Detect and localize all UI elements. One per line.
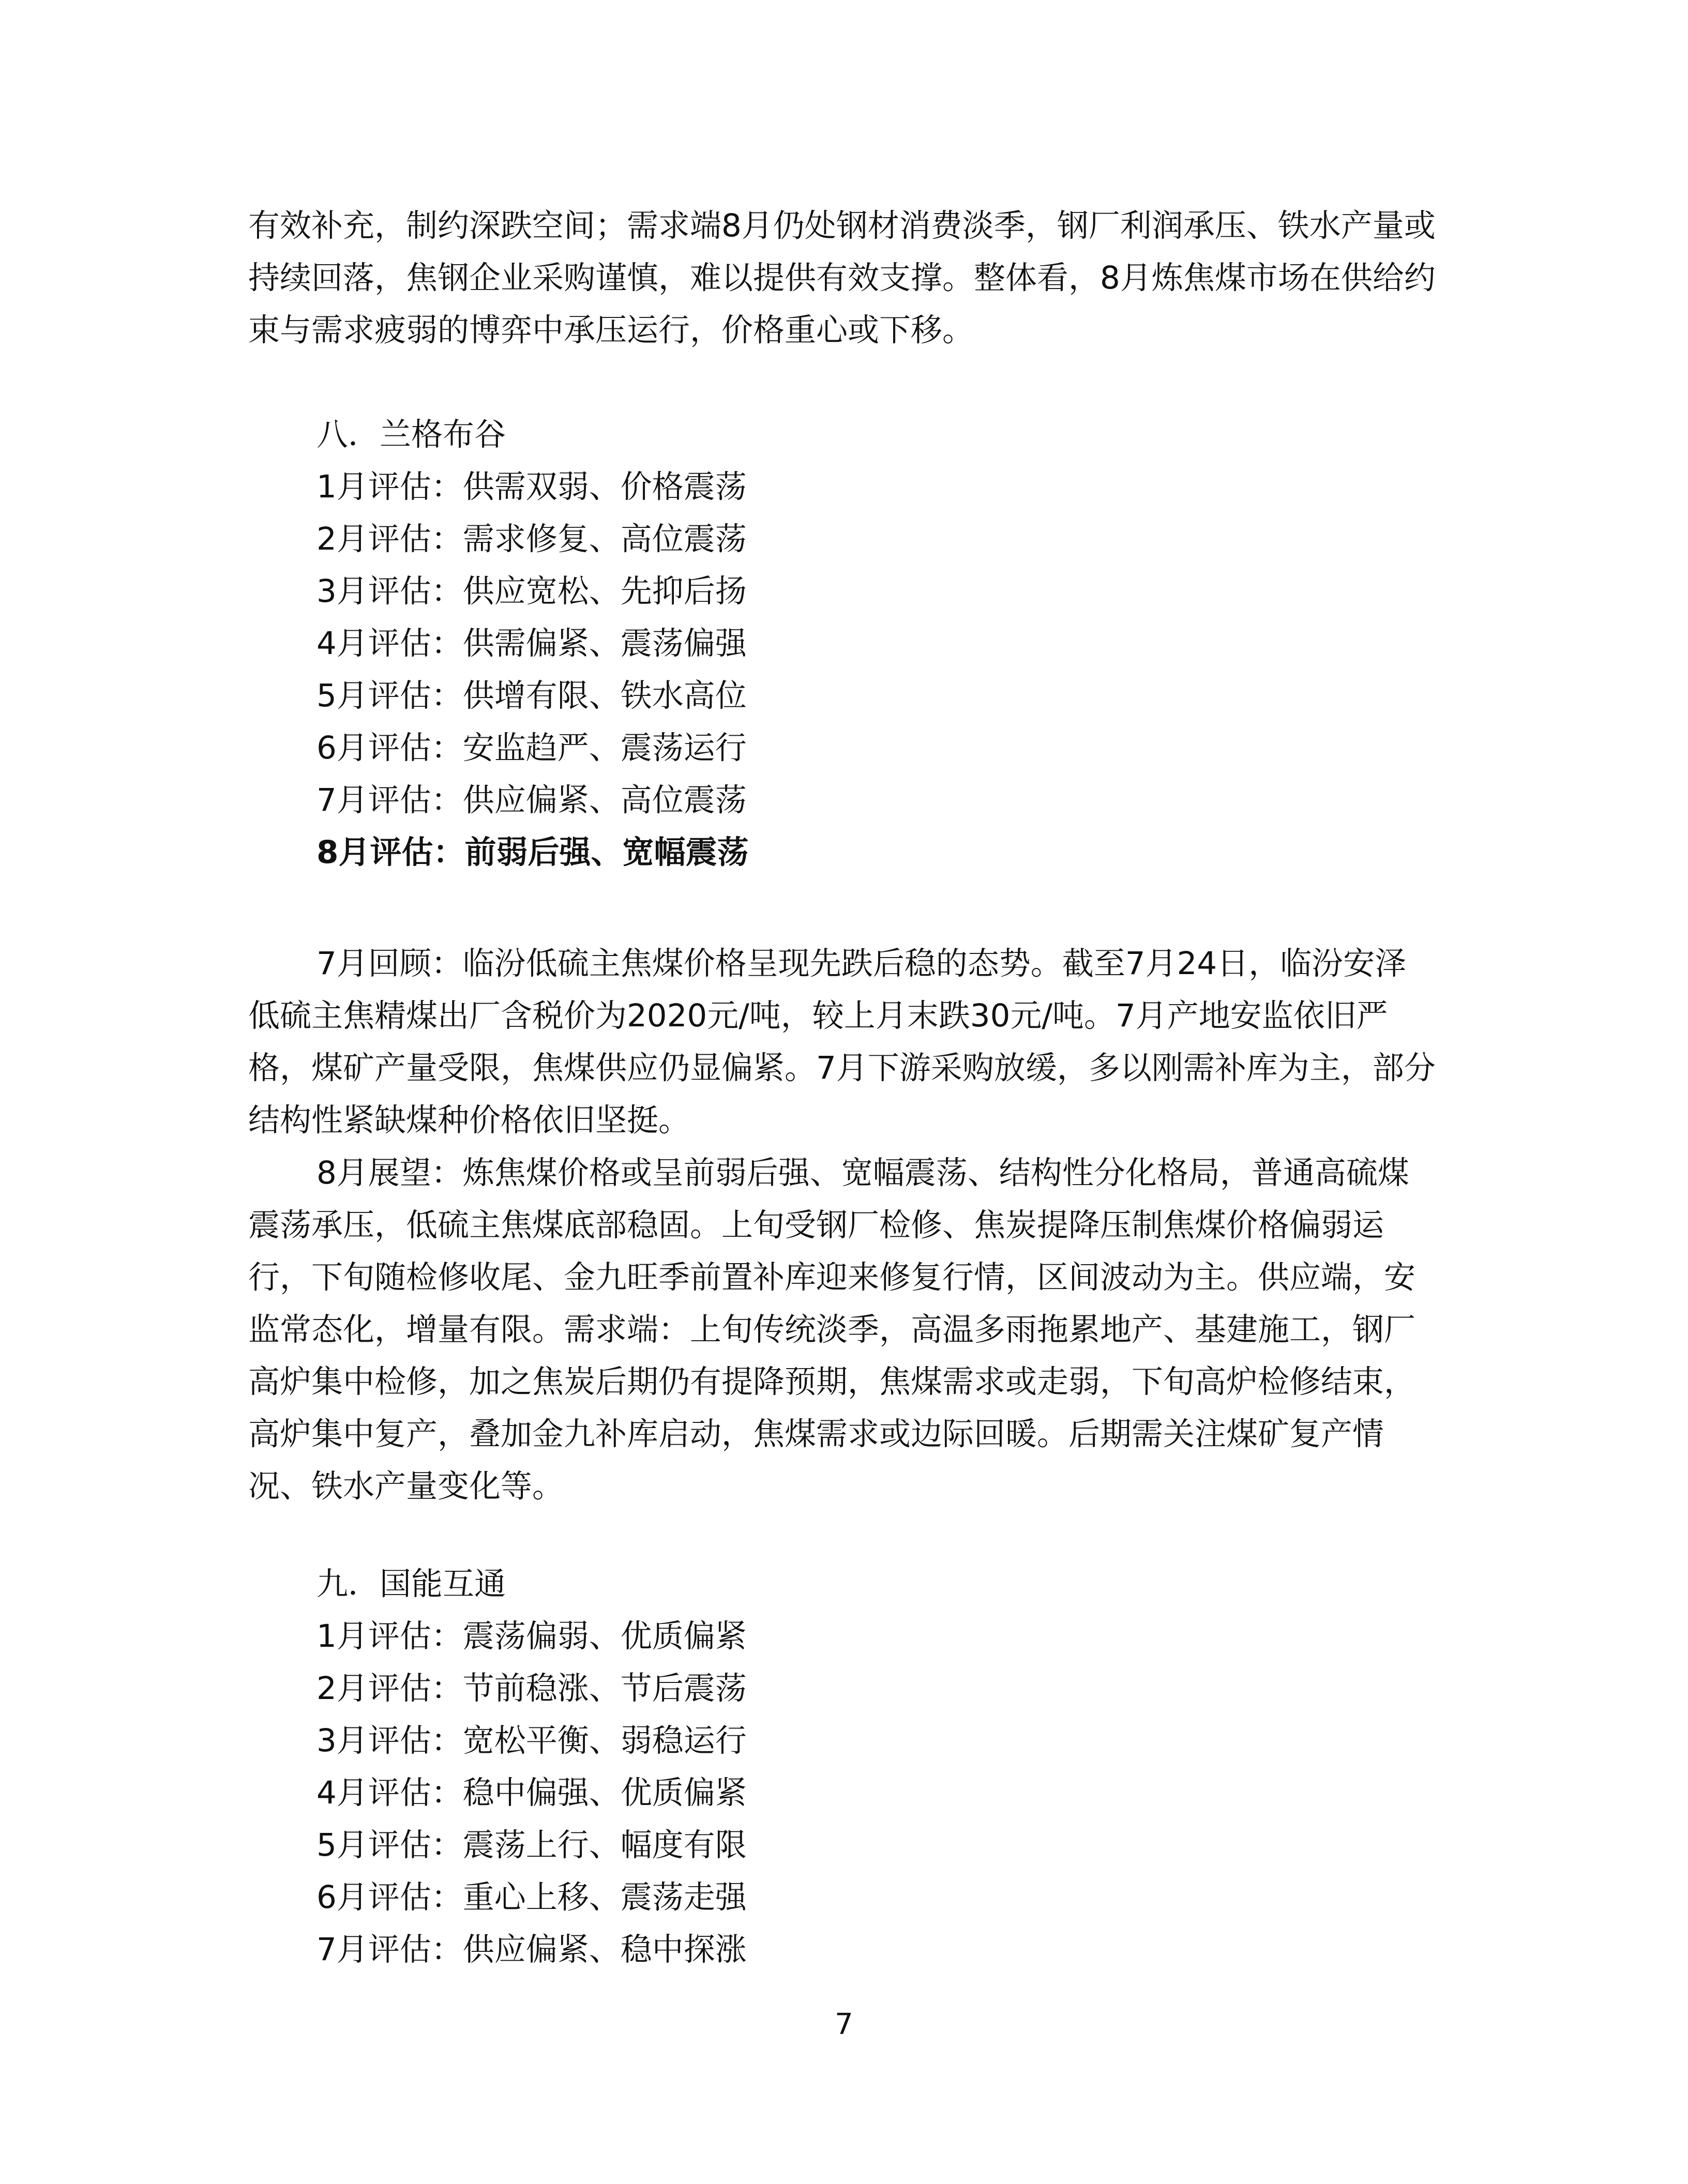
list-item: 5月评估：供增有限、铁水高位 [317,677,747,714]
list-item-highlighted: 8月评估：前弱后强、宽幅震荡 [317,834,749,871]
section-8-heading: 八．兰格布谷 [317,416,506,453]
list-item: 4月评估：供需偏紧、震荡偏强 [317,625,747,662]
july-review-paragraph: 7月回顾：临汾低硫主焦煤价格呈现先跌后稳的态势。截至7月24日，临汾安泽低硫主焦精煤出厂含税价为2020元/吨，较上月末跌30元/吨。7月产地安监依旧严格，煤矿产量受限，焦煤供应仍显偏紧。7月下游采购放缓，多以刚需补库为主，部分结构性紧缺煤种价格依旧坚挺。 [248,945,1436,1139]
list-item: 4月评估：稳中偏强、优质偏紧 [317,1775,747,1811]
list-item: 5月评估：震荡上行、幅度有限 [317,1827,747,1863]
list-item: 2月评估：节前稳涨、节后震荡 [317,1670,747,1707]
list-item: 2月评估：需求修复、高位震荡 [317,521,747,557]
section-9-heading: 九．国能互通 [317,1566,506,1602]
section-9-assessment-list [317,1610,747,1976]
list-item: 7月评估：供应偏紧、高位震荡 [317,782,747,818]
list-item: 6月评估：重心上移、震荡走强 [317,1879,747,1916]
list-item: 3月评估：供应宽松、先抑后扬 [317,573,747,610]
list-item: 7月评估：供应偏紧、稳中探涨 [317,1931,747,1968]
intro-paragraph: 有效补充，制约深跌空间；需求端8月仍处钢材消费淡季，钢厂利润承压、铁水产量或持续回落，焦钢企业采购谨慎，难以提供有效支撑。整体看，8月炼焦煤市场在供给约束与需求疲弱的博弈中承压运行，价格重心或下移。 [248,207,1436,348]
page-number: 7 [835,2008,853,2041]
list-item: 1月评估：供需双弱、价格震荡 [317,468,747,505]
list-item: 3月评估：宽松平衡、弱稳运行 [317,1722,747,1759]
list-item: 1月评估：震荡偏弱、优质偏紧 [317,1618,747,1655]
august-outlook-paragraph: 8月展望：炼焦煤价格或呈前弱后强、宽幅震荡、结构性分化格局，普通高硫煤震荡承压，低硫主焦煤底部稳固。上旬受钢厂检修、焦炭提降压制焦煤价格偏弱运行，下旬随检修收尾、金九旺季前置补库迎来修复行情，区间波动为主。供应端，安监常态化，增量有限。需求端：上旬传统淡季，高温多雨拖累地产、基建施工，钢厂高炉集中检修，加之焦炭后期仍有提降预期，焦煤需求或走弱，下旬高炉检修结束，高炉集中复产，叠加金九补库启动，焦煤需求或边际回暖。后期需关注煤矿复产情况、铁水产量变化等。 [248,1155,1416,1505]
section-8-assessment-list [317,461,748,878]
list-item: 6月评估：安监趋严、震荡运行 [317,730,747,766]
